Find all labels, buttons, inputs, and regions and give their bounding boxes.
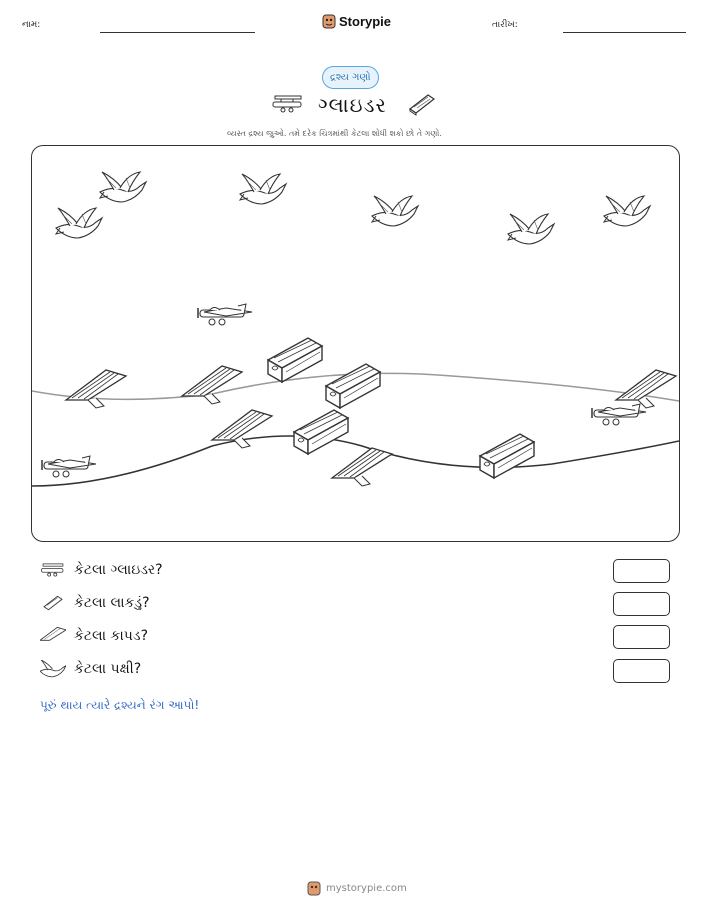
bird [56,208,102,238]
color-instruction: પૂરું થાય ત્યારે દ્રશ્યને રંગ આપો! [40,698,200,712]
instructions: વ્યસ્ત દ્રશ્ય જુઓ. તમે દરેક ચિત્રમાંથી કેટલા શોધી શકો છો તે ગણો. [227,129,442,138]
scene-illustration [32,146,679,541]
bird [508,214,554,244]
hang-glider [332,448,392,486]
bird [604,196,650,226]
name-line[interactable] [100,32,255,33]
footer-url[interactable]: mystorypie.com [326,882,407,894]
question-text: કેટલા પક્ષી? [74,661,142,677]
question-row [40,627,148,645]
page-title: ગ્લાઇડર [318,93,387,117]
question-row [40,594,150,612]
hang-glider [616,370,676,408]
answer-box[interactable] [613,625,670,649]
hang-glider-icon [40,627,66,645]
bird-icon [40,660,66,678]
glider-plane [198,304,252,325]
hang-glider [212,410,272,448]
question-row [40,561,163,579]
footer [307,880,407,896]
title-left-icon [271,94,305,118]
bird [240,174,286,204]
answer-box[interactable] [613,592,670,616]
bird [372,196,418,226]
activity-badge: દ્રશ્ય ગણો [322,66,379,89]
hang-glider [182,366,242,404]
count-scene [31,145,680,542]
wooden-block-icon [40,594,66,612]
storypie-mascot-icon [307,880,321,896]
answer-box[interactable] [613,659,670,683]
glider-plane [42,456,96,477]
wooden-block [480,434,534,478]
storypie-mascot-icon [322,13,336,29]
bird [100,172,146,202]
brand-logo [322,13,391,29]
answer-box[interactable] [613,559,670,583]
date-label: તારીખ: [492,20,518,30]
glider-plane-icon [271,94,305,114]
wooden-block [294,410,348,454]
hang-glider [66,370,126,408]
glider-plane-icon [40,561,66,579]
question-text: કેટલા ગ્લાઇડર? [74,562,163,578]
question-text: કેટલા કાપડ? [74,628,149,644]
name-label: નામ: [22,20,41,30]
wooden-block-icon [408,92,436,116]
wooden-block [268,338,322,382]
brand-name: Storypie [339,13,392,29]
question-text: કેટલા લાકડું? [74,595,150,611]
question-row [40,660,141,678]
title-right-icon [408,92,436,120]
wooden-block [326,364,380,408]
glider-plane [592,404,646,425]
date-line[interactable] [563,32,686,33]
